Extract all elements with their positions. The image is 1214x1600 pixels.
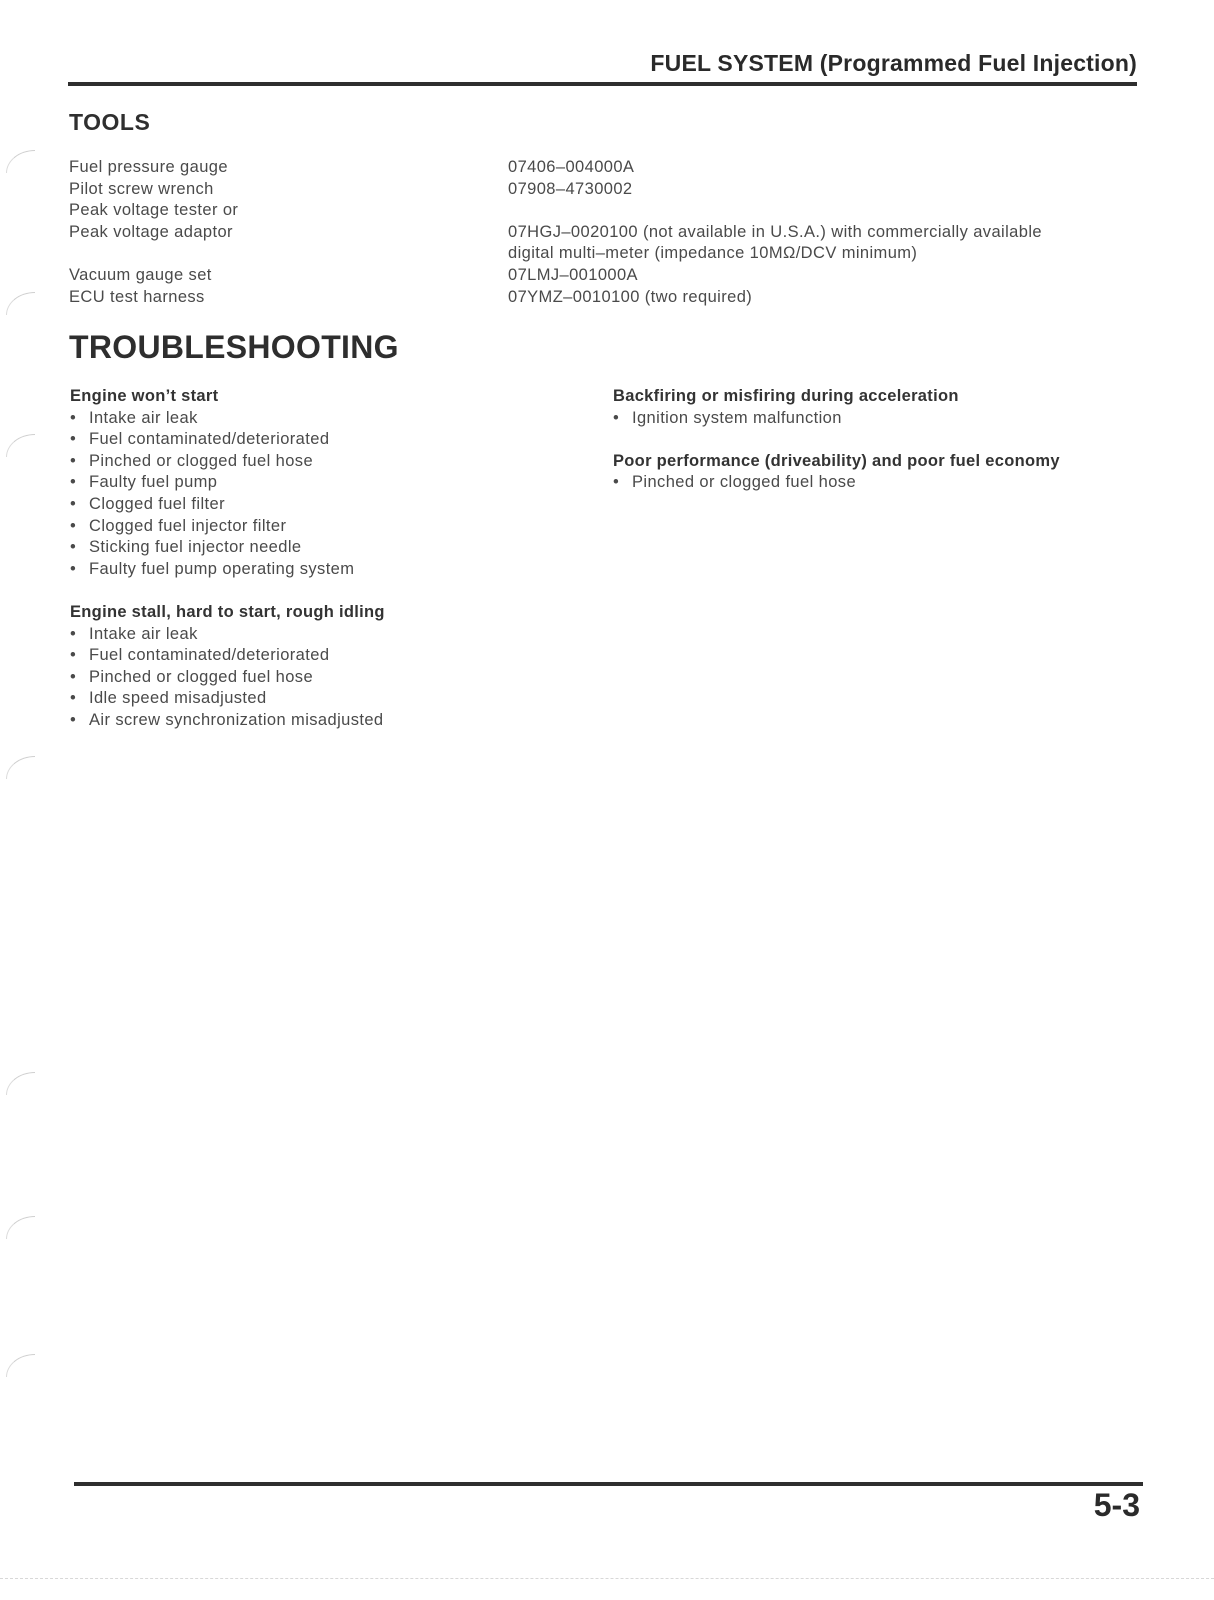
binder-ring-mark (6, 434, 35, 457)
cause-item (613, 408, 1060, 430)
group-spacer (613, 429, 1060, 451)
cause-text: Intake air leak (89, 408, 198, 427)
cause-text: Air screw synchronization misadjusted (89, 710, 384, 729)
tool-names-column (69, 157, 238, 308)
cause-item (70, 451, 385, 473)
bullet-icon: • (70, 430, 77, 449)
cause-text: Pinched or clogged fuel hose (89, 667, 314, 686)
tool-name: Vacuum gauge set (69, 265, 212, 284)
bullet-icon: • (70, 451, 77, 470)
tool-number: 07LMJ–001000A (508, 265, 638, 284)
tools-heading: TOOLS (69, 109, 151, 135)
cause-text: Faulty fuel pump operating system (89, 559, 355, 578)
bullet-icon: • (70, 559, 77, 578)
bullet-icon: • (70, 408, 77, 427)
page-number: 5-3 (1093, 1487, 1140, 1523)
tool-name: Peak voltage tester or (69, 201, 239, 220)
bullet-icon: • (613, 408, 620, 427)
binder-ring-mark (6, 150, 35, 173)
footer-rule (74, 1482, 1143, 1486)
section-header-title: FUEL SYSTEM (Programmed Fuel Injection) (650, 50, 1137, 76)
cause-item (70, 559, 385, 581)
cause-text: Faulty fuel pump (89, 473, 218, 492)
binder-ring-mark (6, 1072, 35, 1095)
cause-text: Intake air leak (89, 624, 198, 643)
symptom-title: Poor performance (driveability) and poor fuel economy (613, 451, 1060, 470)
cause-text: Sticking fuel injector needle (89, 538, 302, 557)
tool-name: ECU test harness (69, 287, 205, 306)
cause-text: Fuel contaminated/deteriorated (89, 646, 330, 665)
cause-item (70, 408, 385, 430)
bullet-icon: • (70, 667, 77, 686)
cause-item (70, 710, 385, 732)
binder-ring-mark (6, 1354, 35, 1377)
symptom-title: Backfiring or misfiring during acceleration (613, 387, 959, 405)
symptom-title: Engine won’t start (70, 387, 219, 405)
header-rule (68, 82, 1137, 86)
bullet-icon: • (70, 710, 77, 729)
bullet-icon: • (70, 473, 77, 492)
cause-item (70, 624, 385, 646)
tool-name: Peak voltage adaptor (69, 222, 233, 241)
bullet-icon: • (70, 494, 77, 513)
bullet-icon: • (613, 473, 620, 492)
cause-text: Pinched or clogged fuel hose (632, 473, 857, 492)
group-spacer (70, 580, 385, 602)
symptom-title: Engine stall, hard to start, rough idling (70, 602, 385, 621)
cause-text: Idle speed misadjusted (89, 689, 267, 708)
cause-item (70, 667, 385, 689)
cause-text: Fuel contaminated/deteriorated (89, 430, 330, 449)
cause-text: Clogged fuel filter (89, 494, 226, 513)
cause-item (70, 688, 385, 710)
bullet-icon: • (70, 624, 77, 643)
cause-text: Ignition system malfunction (632, 408, 842, 427)
cause-item (70, 516, 385, 538)
cause-item (70, 494, 385, 516)
cause-item (70, 472, 385, 494)
bullet-icon: • (70, 516, 77, 535)
troubleshooting-left-column (70, 386, 385, 732)
cause-item (70, 645, 385, 667)
bullet-icon: • (70, 538, 77, 557)
troubleshooting-right-column (613, 386, 1060, 494)
binder-ring-mark (6, 292, 35, 315)
binder-ring-mark (6, 1216, 35, 1239)
page-edge-line (0, 1578, 1214, 1579)
bullet-icon: • (70, 689, 77, 708)
tool-number: 07YMZ–0010100 (two required) (508, 287, 753, 306)
tool-number: 07HGJ–0020100 (not available in U.S.A.) with commercially available (508, 222, 1042, 241)
cause-item (613, 472, 1060, 494)
tool-number-spacer (508, 200, 1042, 222)
tool-name-spacer (69, 243, 238, 265)
tool-name: Fuel pressure gauge (69, 158, 228, 176)
cause-item (70, 429, 385, 451)
cause-item (70, 537, 385, 559)
tool-name: Pilot screw wrench (69, 179, 214, 198)
tool-number: digital multi–meter (impedance 10MΩ/DCV minimum) (508, 244, 918, 263)
binder-ring-mark (6, 756, 35, 779)
troubleshooting-heading: TROUBLESHOOTING (69, 329, 399, 365)
tool-number: 07406–004000A (508, 158, 635, 176)
cause-text: Pinched or clogged fuel hose (89, 451, 314, 470)
tool-numbers-column (508, 157, 1042, 308)
bullet-icon: • (70, 646, 77, 665)
tool-number: 07908–4730002 (508, 179, 633, 198)
cause-text: Clogged fuel injector filter (89, 516, 287, 535)
